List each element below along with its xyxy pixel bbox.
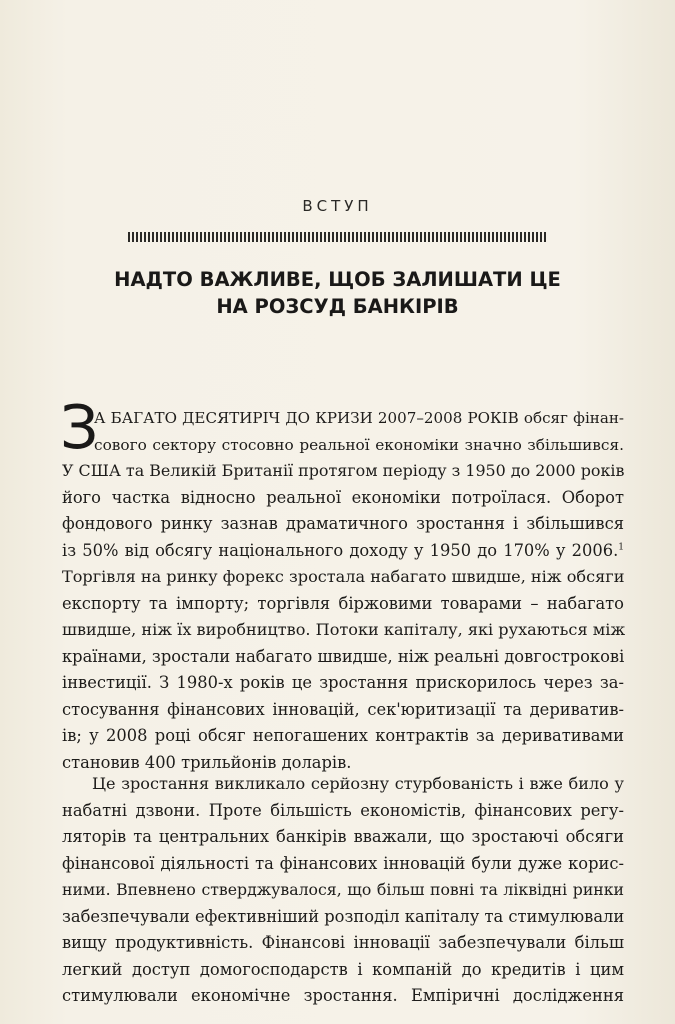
footnote-marker[interactable]: 1 [618, 542, 624, 553]
text-line-content: із 50% від обсягу національного доходу у 1950 до 170% у 2006. [62, 540, 619, 560]
text-line: стосування фінансових інновацій, сек'юритизації та дериватив- [62, 699, 624, 719]
section-label: ВСТУП [302, 197, 373, 215]
text-line: набатні дзвони. Проте більшість економістів, фінансових регу- [62, 800, 624, 820]
text-line: становив 400 трильйонів доларів. [62, 752, 352, 772]
text-line: забезпечували ефективніший розподіл капіталу та стимулювали [62, 906, 625, 926]
text-line-with-footnote [62, 538, 624, 565]
text-line: країнами, зростали набагато швидше, ніж реальні довгострокові [62, 646, 625, 666]
text-line: сового сектору стосовно реальної економіки значно збільшився. [94, 435, 624, 454]
text-line: інвестиції. З 1980-х років це зростання прискорилось через за- [62, 673, 624, 692]
text-line: легкий доступ домогосподарств і компаній до кредитів і цим [62, 959, 624, 979]
text-line: Це зростання викликало серйозну стурбованість і вже било у [92, 774, 624, 793]
text-line: фондового ринку зазнав драматичного зростання і збільшився [62, 514, 624, 533]
text-line: його частка відносно реальної економіки потроїлася. Оборот [62, 487, 624, 507]
chapter-title [0, 266, 675, 320]
decorative-rule [128, 232, 548, 242]
chapter-title-line-1: НАДТО ВАЖЛИВЕ, ЩОБ ЗАЛИШАТИ ЦЕ [114, 268, 561, 291]
text-line: фінансової діяльності та фінансових інновацій були дуже корис- [62, 853, 624, 873]
text-line: експорту та імпорту; торгівля біржовими товарами – набагато [62, 593, 624, 613]
text-line: стимулювали економічне зростання. Емпіричні дослідження [62, 986, 624, 1005]
text-line: ляторів та центральних банкірів вважали, що зростаючі обсяги [62, 827, 624, 846]
paragraph-2 [62, 771, 624, 1010]
text-line: Торгівля на ринку форекс зростала набагато швидше, ніж обсяги [62, 567, 625, 586]
paragraph-1 [62, 405, 624, 776]
text-line: А БАГАТО ДЕСЯТИРІЧ ДО КРИЗИ 2007–2008 РОКІВ обсяг фінан- [94, 409, 624, 427]
drop-cap: З [60, 393, 99, 463]
text-line: ними. Впевнено стверджувалося, що більш повні та ліквідні ринки [62, 880, 624, 899]
text-line: ів; у 2008 році обсяг непогашених контрактів за деривативами [62, 726, 624, 745]
text-line: швидше, ніж їх виробництво. Потоки капіталу, які рухаються між [62, 620, 626, 639]
text-line: У США та Великій Британії протягом періоду з 1950 до 2000 років [62, 461, 625, 480]
chapter-title-line-2: НА РОЗСУД БАНКІРІВ [216, 295, 459, 318]
text-line: вищу продуктивність. Фінансові інновації забезпечували більш [62, 933, 624, 952]
